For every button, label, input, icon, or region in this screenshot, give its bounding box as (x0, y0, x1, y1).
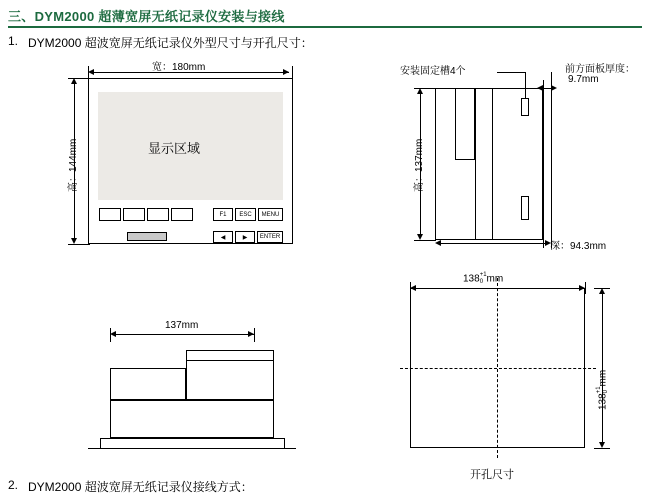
mount-slot-leader-v (525, 72, 526, 98)
front-key-blank-4[interactable] (171, 208, 193, 221)
side-view-mount-slot-bottom (521, 196, 529, 220)
co-side-dim-unit: mm (597, 369, 609, 387)
co-side-ext-bot (594, 448, 610, 449)
bv-top-line (186, 360, 274, 361)
bv-base-line2 (100, 438, 284, 439)
co-top-dim-unit: mm (486, 273, 504, 285)
bv-width-ext-r (254, 328, 255, 342)
bv-base-line (88, 448, 296, 449)
co-top-dim-label (463, 272, 503, 286)
co-side-dim-label (596, 370, 610, 410)
co-top-dim-value: 138 (463, 273, 480, 285)
sv-height-ext-top (414, 88, 436, 89)
co-top-dim-tolerance: +1 0 (479, 272, 487, 285)
side-view-front-plate (543, 80, 544, 248)
fv-height-ext-top (68, 78, 90, 79)
front-key-blank-2[interactable] (123, 208, 145, 221)
co-side-ext-top (594, 288, 610, 289)
bv-main-body (110, 400, 274, 438)
panel-thickness-leader (551, 72, 552, 88)
front-key-enter[interactable]: ENTER (257, 231, 283, 243)
fv-height-label: 高：144mm (68, 138, 79, 192)
front-key-menu[interactable]: MENU (258, 208, 283, 221)
front-card-slot (127, 232, 167, 241)
co-side-dim-line (602, 292, 603, 444)
fv-width-label: 宽：180mm (152, 62, 206, 73)
item-1-text: DYM2000 超波宽屏无纸记录仪外型尺寸与开孔尺寸： (28, 36, 313, 50)
panel-thickness-arrow-l (537, 85, 543, 91)
bv-width-label: 137mm (165, 320, 199, 331)
sv-depth-dim-line (439, 243, 547, 244)
bv-base-right (284, 438, 285, 448)
side-view-inner-block-1 (455, 88, 475, 160)
page-title: 三、DYM2000 超薄宽屏无纸记录仪安装与接线 (8, 9, 285, 24)
screen-area-label: 显示区域 (148, 141, 201, 156)
co-side-dim-value: 138 (597, 393, 609, 410)
front-key-blank-1[interactable] (99, 208, 121, 221)
cutout-caption: 开孔尺寸 (470, 469, 514, 481)
side-view-front-plate-2 (551, 80, 552, 248)
cutout-center-line-v (497, 278, 498, 458)
bv-base-left (100, 438, 101, 448)
co-top-dim-line (414, 288, 581, 289)
bv-step-block-high (186, 350, 274, 400)
sv-depth-arrow-l (435, 240, 441, 246)
front-key-left[interactable]: ◀ (213, 231, 233, 243)
bv-step-block-low (110, 368, 186, 400)
bv-width-ext-l (110, 328, 111, 342)
front-key-f1[interactable]: F1 (213, 208, 233, 221)
cutout-center-line-h (400, 368, 596, 369)
item-2-text: DYM2000 超波宽屏无纸记录仪接线方式： (28, 480, 253, 494)
item-1-number: 1. (8, 34, 19, 48)
fv-width-arrow-right (283, 69, 289, 75)
fv-width-ext-right (292, 66, 293, 80)
co-top-ext-l (410, 282, 411, 294)
title-underline (8, 26, 642, 28)
bv-width-dim-line (114, 334, 254, 335)
sv-depth-label: 深：94.3mm (550, 241, 607, 252)
mount-slot-leader-h (497, 72, 525, 73)
front-key-right[interactable]: ▶ (235, 231, 255, 243)
panel-thickness-value: 9.7mm (568, 74, 599, 85)
fv-height-ext-bottom (68, 244, 90, 245)
front-key-blank-3[interactable] (147, 208, 169, 221)
side-view-mount-slot-top (521, 98, 529, 116)
mount-slot-label: 安装固定槽4个 (400, 66, 466, 77)
co-top-ext-r (585, 282, 586, 294)
panel-thickness-label: 前方面板厚度： (565, 64, 635, 75)
front-key-esc[interactable]: ESC (235, 208, 256, 221)
co-side-dim-tolerance: +1 0 (596, 386, 609, 394)
item-2-number: 2. (8, 478, 19, 492)
sv-height-ext-bottom (414, 240, 436, 241)
side-view-inner-block-2 (475, 88, 493, 240)
sv-height-label: 高：137mm (414, 138, 425, 192)
